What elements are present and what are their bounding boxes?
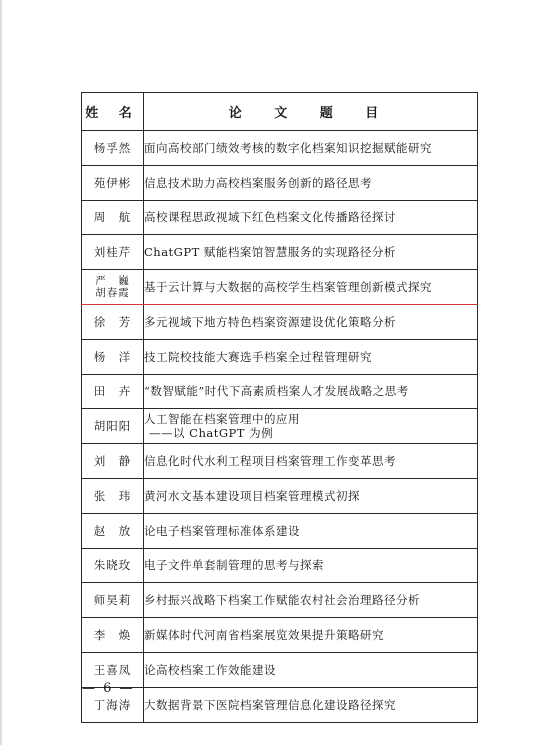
page-number: — 6 — [82, 681, 135, 696]
table-row [82, 235, 478, 270]
paper-title: 大数据背景下医院档案管理信息化建设路径探究 [144, 687, 478, 722]
paper-title: 高校课程思政视域下红色档案文化传播路径探讨 [144, 200, 478, 235]
author-name: 田 卉 [82, 374, 144, 409]
paper-title: ChatGPT 赋能档案馆智慧服务的实现路径分析 [144, 235, 478, 270]
paper-title: 信息化时代水利工程项目档案管理工作变革思考 [144, 444, 478, 479]
author-name: 刘桂芹 [82, 235, 144, 270]
author-name: 师昊莉 [82, 583, 144, 618]
table-row [82, 583, 478, 618]
author-name: 胡阳阳 [82, 409, 144, 444]
author-name: 杨孚然 [82, 131, 144, 166]
paper-title: 基于云计算与大数据的高校学生档案管理创新模式探究 [144, 270, 478, 305]
table-row [82, 339, 478, 374]
author-name: 苑伊彬 [82, 165, 144, 200]
header-name: 姓 名 [82, 93, 144, 131]
table-row [82, 444, 478, 479]
paper-title [144, 409, 478, 444]
table-row [82, 131, 478, 166]
paper-title: “数智赋能”时代下高素质档案人才发展战略之思考 [144, 374, 478, 409]
paper-title: 多元视域下地方特色档案资源建设优化策略分析 [144, 304, 478, 339]
author-name: 张 玮 [82, 478, 144, 513]
table-row [82, 409, 478, 444]
table-row [82, 304, 478, 339]
paper-title: 信息技术助力高校档案服务创新的路径思考 [144, 165, 478, 200]
paper-title: 乡村振兴战略下档案工作赋能农村社会治理路径分析 [144, 583, 478, 618]
papers-table [81, 92, 478, 723]
author-name: 刘 静 [82, 444, 144, 479]
paper-title: 电子文件单套制管理的思考与探索 [144, 548, 478, 583]
paper-title-subtitle: ——以 ChatGPT 为例 [149, 426, 274, 441]
table-row [82, 374, 478, 409]
paper-title: 论高校档案工作效能建设 [144, 652, 478, 687]
table-row [82, 548, 478, 583]
author-name: 王喜凤 [82, 652, 144, 687]
table-row [82, 478, 478, 513]
table-row [82, 513, 478, 548]
table-row [82, 618, 478, 653]
author-name: 杨 洋 [82, 339, 144, 374]
scan-edge [0, 0, 3, 745]
author-name: 丁海涛 [82, 687, 144, 722]
author-name: 朱晓玫 [82, 548, 144, 583]
paper-title: 新媒体时代河南省档案展览效果提升策略研究 [144, 618, 478, 653]
author-name: 李 焕 [82, 618, 144, 653]
paper-title: 论电子档案管理标准体系建设 [144, 513, 478, 548]
paper-title: 技工院校技能大赛选手档案全过程管理研究 [144, 339, 478, 374]
author-name: 周 航 [82, 200, 144, 235]
table-row [82, 200, 478, 235]
author-name: 徐 芳 [82, 304, 144, 339]
paper-title: 黄河水文基本建设项目档案管理模式初探 [144, 478, 478, 513]
author-names [82, 270, 144, 305]
author-name: 赵 放 [82, 513, 144, 548]
table-header-row [82, 93, 478, 131]
table-row [82, 165, 478, 200]
table-row [82, 270, 478, 305]
header-title: 论 文 题 目 [144, 93, 478, 131]
author-name: 严 巍 [95, 275, 130, 288]
paper-title: 面向高校部门绩效考核的数字化档案知识挖掘赋能研究 [144, 131, 478, 166]
author-name: 胡春霞 [95, 287, 130, 300]
paper-title-main: 人工智能在档案管理中的应用 [144, 412, 300, 427]
